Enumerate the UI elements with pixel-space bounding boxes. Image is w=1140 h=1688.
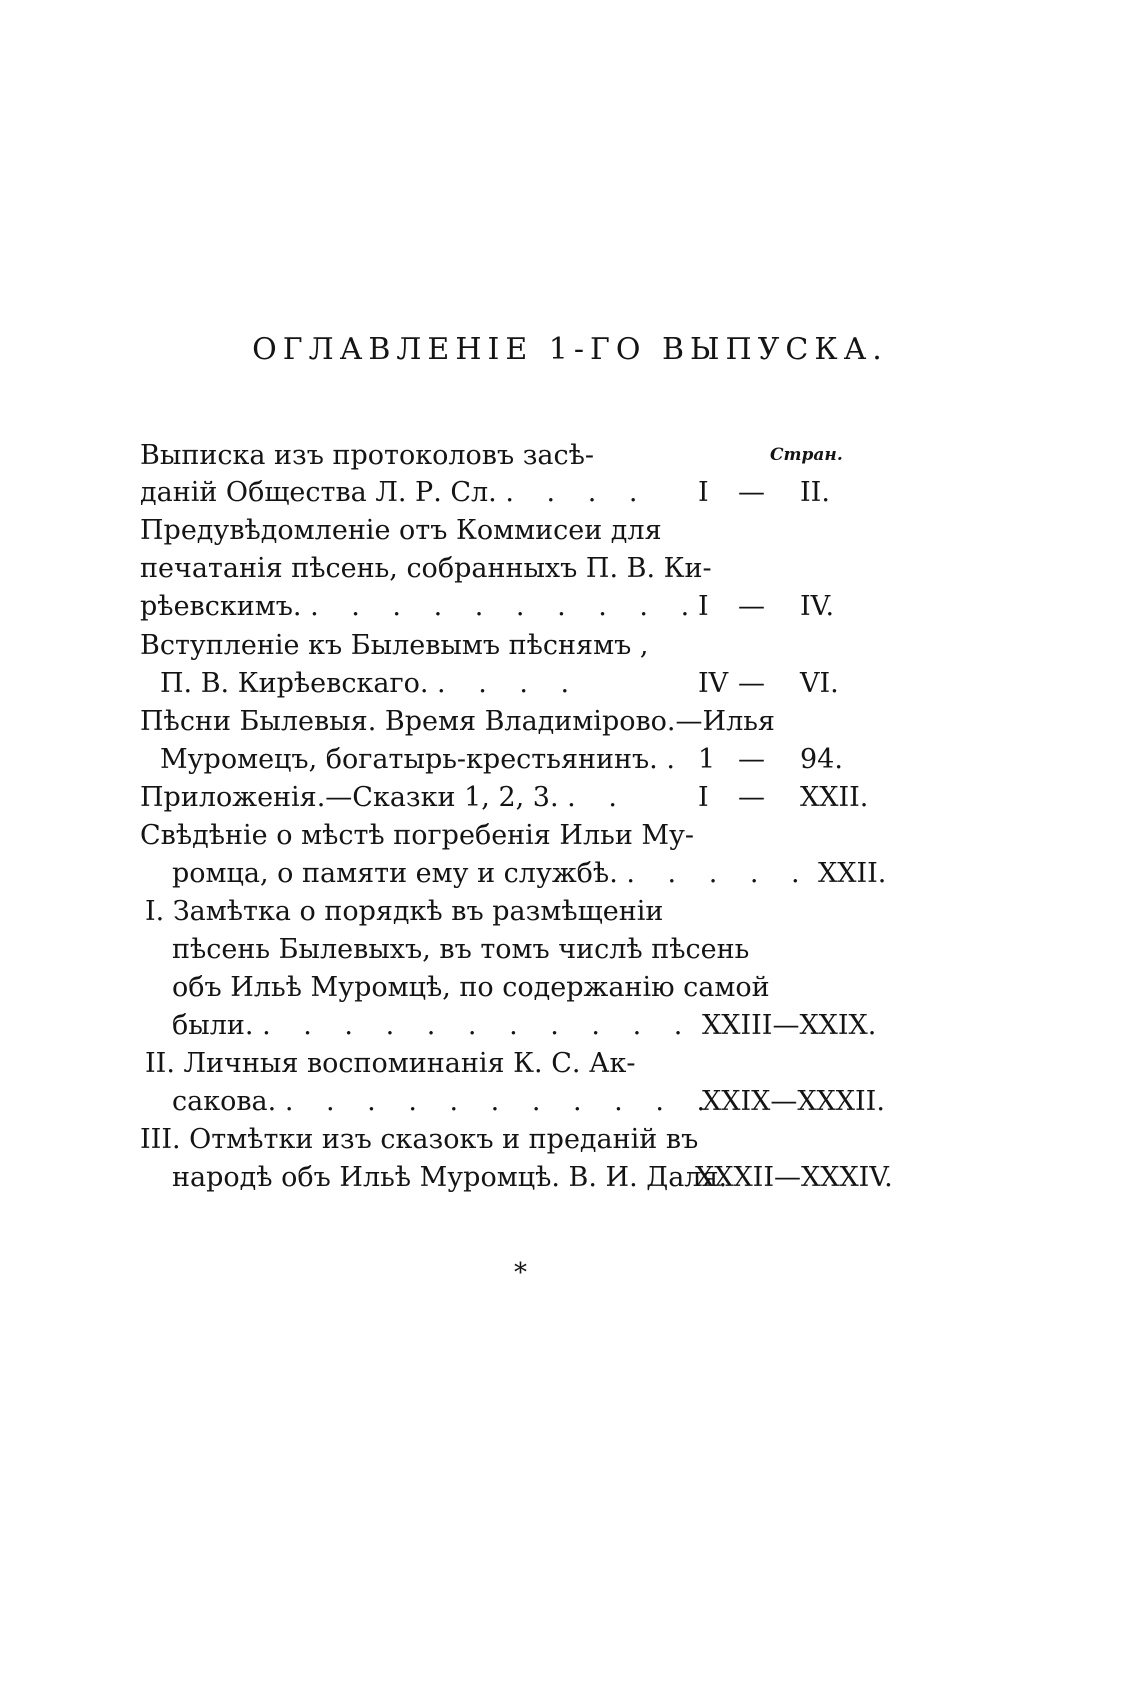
toc-entry-9-line-2: народѣ объ Ильѣ Муромцѣ. В. И. Даля.: [172, 1162, 728, 1193]
toc-entry-7-line-1: I. Замѣтка о порядкѣ въ размѣщеніи: [145, 896, 664, 927]
page-title: ОГЛАВЛЕНІЕ 1-ГО ВЫПУСКА.: [252, 332, 888, 367]
page-dash: —: [738, 782, 765, 813]
toc-entry-7-line-3: объ Ильѣ Муромцѣ, по содержанію самой: [172, 972, 770, 1003]
page-from: 1: [698, 744, 716, 775]
page-from: I: [698, 591, 709, 622]
toc-entry-2-line-1: Предувѣдомленіе отъ Коммисеи для: [140, 515, 662, 546]
page-dash: —: [738, 668, 765, 699]
page-number: XXIX—XXXII.: [702, 1086, 885, 1117]
page-from: I: [698, 782, 709, 813]
page-number: XXII.: [818, 858, 887, 889]
toc-entry-2-line-2: печатанія пѣсень, собранныхъ П. В. Ки-: [140, 553, 712, 584]
page-to: IV.: [800, 591, 835, 622]
toc-entry-1-line-1: Выписка изъ протоколовъ засѣ-: [140, 440, 595, 471]
toc-entry-1-line-2: даній Общества Л. Р. Сл. . . . .: [140, 477, 650, 508]
ornament: *: [514, 1258, 527, 1288]
toc-entry-2-line-3: рѣевскимъ. . . . . . . . . . .: [140, 591, 702, 622]
toc-entry-6-line-1: Свѣдѣніе о мѣстѣ погребенія Ильи Му-: [140, 820, 695, 851]
page-to: VI.: [800, 668, 839, 699]
page-from: IV: [698, 668, 729, 699]
column-header: Стран.: [770, 445, 843, 465]
page-dash: —: [738, 591, 765, 622]
toc-entry-5-line-1: Приложенія.—Сказки 1, 2, 3. . .: [140, 782, 629, 813]
page-to: II.: [800, 477, 830, 508]
page-number: XXIII—XXIX.: [702, 1010, 877, 1041]
toc-entry-3-line-1: Вступленіе къ Былевымъ пѣснямъ ,: [140, 630, 649, 661]
toc-entry-3-line-2: П. В. Кирѣевскаго. . . . .: [160, 668, 582, 699]
page-number: XXXII—XXXIV.: [695, 1162, 893, 1193]
page-dash: —: [738, 744, 765, 775]
page-to: XXII.: [800, 782, 869, 813]
page-from: I: [698, 477, 709, 508]
toc-entry-9-line-1: III. Отмѣтки изъ сказокъ и преданій въ: [140, 1124, 699, 1155]
toc-entry-6-line-2: ромца, о памяти ему и службѣ. . . . . .: [172, 858, 812, 889]
toc-entry-8-line-1: II. Личныя воспоминанія К. С. Ак-: [145, 1048, 636, 1079]
toc-entry-8-line-2: сакова. . . . . . . . . . . .: [172, 1086, 718, 1117]
toc-entry-7-line-2: пѣсень Былевыхъ, въ томъ числѣ пѣсень: [172, 934, 750, 965]
toc-entry-7-line-4: были. . . . . . . . . . . .: [172, 1010, 695, 1041]
page-to: 94.: [800, 744, 843, 775]
toc-entry-4-line-1: Пѣсни Былевыя. Время Владимірово.—Илья: [140, 706, 775, 737]
toc-entry-4-line-2: Муромецъ, богатырь-крестьянинъ. .: [160, 744, 687, 775]
page-dash: —: [738, 477, 765, 508]
